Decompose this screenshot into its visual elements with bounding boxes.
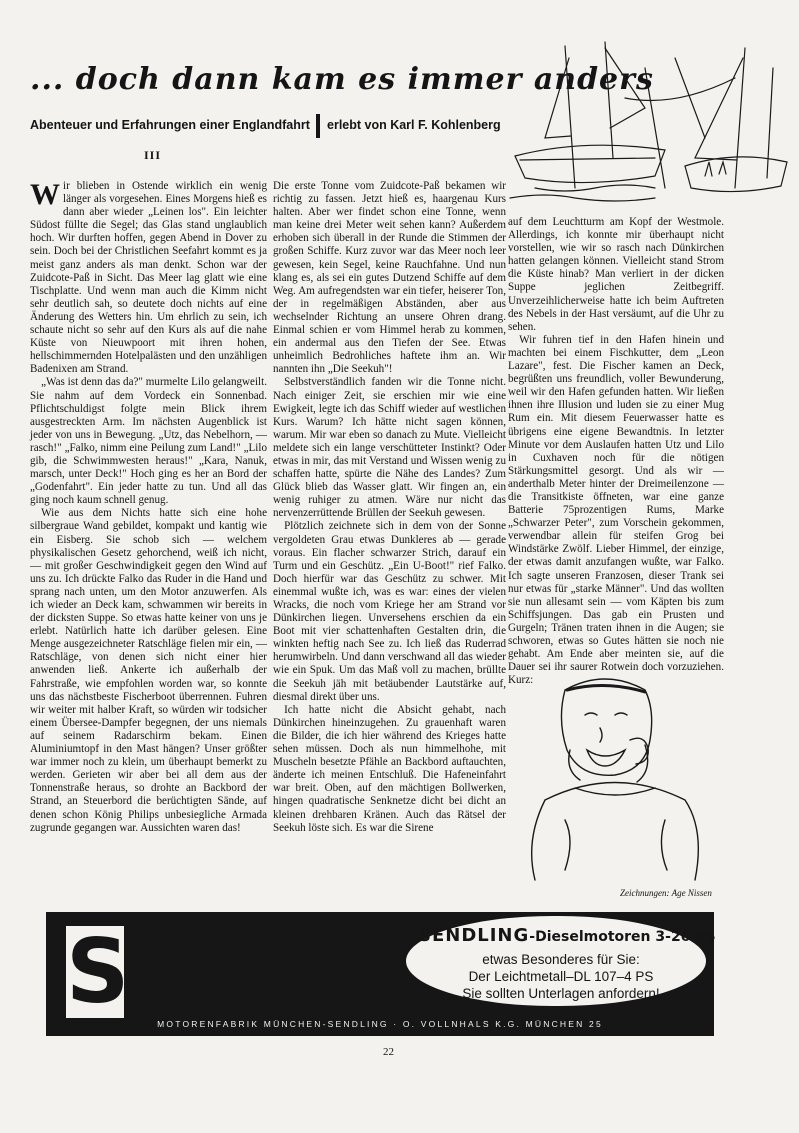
sailboats-drawing (505, 38, 790, 208)
article-column-2 (273, 180, 506, 900)
paragraph: auf dem Leuchtturm am Kopf der Westmole. Allerdings, ich konnte mir überhaupt nicht vorstellen, wie wir so rasch nach Dünkirchen hatten gelangen können. Vielleicht stand Strom die Küste hinab? Man verliert in der dicken Suppe jeglichen Zeitbegriff. Unverzeihlicherweise hatte ich beim Auftreten des Nebels in der Hast versäumt, auf die Uhr zu sehen. (508, 216, 724, 333)
paragraph: Die erste Tonne vom Zuidcote-Paß bekamen wir richtig zu fassen. Jetzt hieß es, haargenau Kurs halten. Aber wer findet schon eine Tonne, wenn man keine drei Meter weit sehen kann? Außerdem erhoben sich überall in der Runde die Stimmen der großen Schiffe. Kurz zuvor war das Meer noch leer gewesen, kein Segel, keine Rauchfahne. Und nun klang es, als sei ein gutes Dutzend Schiffe auf dem Weg. Am aufregendsten war ein tiefer, heiserer Ton, der in regelmäßigen Abständen, aber aus wechselnder Richtung an unsere Ohren drang. Einmal schien er vom Himmel herab zu kommen, ein andermal aus den Tiefen der See. Etwas unheimlich Bedrohliches haftete ihm an. Wir nannten ihn „Die Seekuh"! (273, 180, 506, 376)
paragraph: Selbstverständlich fanden wir die Tonne nicht. Nach einiger Zeit, sie erschien mir wie eine Ewigkeit, legte ich das Schiff wieder auf westlichen Kurs. Warum? Ich hätte nicht sagen können, warum. Mir war eben so danach zu Mute. Vielleicht meldete sich ein lange verschütteter Instinkt? Oder etwas in mir, das mit Verstand und Wissen wenig zu schaffen hatte, spürte die Nähe des Landes? Zum Glück blieb das Wasser glatt. Wir fingen an, ein wenig ruhiger zu atmen. Wäre nur nicht das nervenzerrüttende Brüllen der Seekuh gewesen. (273, 376, 506, 520)
ad-line-3: Sie sollten Unterlagen anfordern! (462, 986, 660, 1001)
subtitle-divider (316, 114, 320, 138)
ad-line-1: etwas Besonderes für Sie: (482, 952, 640, 967)
drop-cap: W (30, 178, 60, 211)
paragraph: Plötzlich zeichnete sich in dem von der Sonne vergoldeten Grau etwas Dunkleres ab — gerade voraus. Ein flacher schwarzer Strich, darauf ein Turm und ein Geschütz. „Ein U-Boot!" rief Falko. Doch hierfür war das Geschütz zu schwer. Mit einemmal wußte ich, was es war: eines der vielen Wracks, die noch vom Kriege her am Strand vor Dünkirchen liegen. Unversehens erschien da ein Boot mit vier schattenhaften Gestalten drin, die winkten heftig nach See zu. Ich ließ das Ruderrad herumwirbeln. Und dann verschwand all das wieder wie ein Spuk. Um das Maß voll zu machen, brüllte die Seekuh jäh mit betäubender Lautstärke auf, diesmal direkt über uns. (273, 520, 506, 703)
ad-footer: MOTORENFABRIK MÜNCHEN-SENDLING · O. VOLLNHALS K.G. MÜNCHEN 25 (157, 1019, 603, 1029)
subtitle-left: Abenteuer und Erfahrungen einer Englandfahrt (30, 118, 310, 132)
paragraph-text: ir blieben in Ostende wirklich ein wenig länger als vorgesehen. Eines Morgens hieß es dann aber wieder „Leinen los". Ein leichter Südost füllte die Segel; das Glas stand unglaublich hoch. Wir durften hoffen, gegen Abend in Dover zu sein. Doch bei der Christlichen Seefahrt kommt es ja meist ganz anders als man denkt. Schon war der Zuidcote-Paß in Sicht. Das Meer lag glatt wie eine Tischplatte. Und wenn man auch die Kimm nicht sehr deutlich sah, so deutete doch nichts auf eine Änderung des Wetters hin. Um ehrlich zu sein, ich schaute nicht so sehr auf den Kurs als auf die nahe Küste von Nieuwpoort mit ihren hohen, hellschimmernden Hotelpalästen und den unzähligen Badenixen am Strand. (30, 180, 267, 376)
article-column-1 (30, 180, 267, 900)
paragraph: Wir fuhren tief in den Hafen hinein und machten bei einem Fischkutter, dem „Leon Lazare", fest. Die Fischer kamen an Deck, begrüßten uns freundlich, voller Bewunderung, weil wir den Hafen gefunden hatten. Wir ließen ihnen ihre Illusion und luden sie zu einer Mug Rum ein. Mit diesem Feuerwasser hatte es übrigens eine eigene Bewandtnis. In letzter Minute vor dem Auslaufen hatten Utz und Lilo in Cuxhaven noch für die nötigen Stärkungsmittel gesorgt. Und als wir — anderthalb Meter hinter der Dreimeilenzone — die Transitkiste öffneten, war eine ganze Batterie 75prozentigen Rums, Marke „Schwarzer Peter", zum Vorschein gekommen, verwendbar allein für steifen Grog bei Windstärke Zwölf. Lieber Himmel, der einzige, der etwas damit anzufangen wußte, war Falko. Ich sagte unseren Franzosen, dieser Trank sei nur etwas für „starke Männer". Und das wollten sie nun allesamt sein — vom Käpten bis zum Schiffsjungen. Das gab ein Prusten und Gurgeln; Tränen traten ihnen in die Augen; sie schworen, etwas so Gutes hätten sie noch nie gehabt. Am Ende aber meinten sie, auf die Dauer sei ihr saurer Rotwein doch vorzuziehen. Kurz: (508, 333, 724, 687)
author-byline: erlebt von Karl F. Kohlenberg (327, 118, 501, 132)
page-number: 22 (383, 1046, 394, 1058)
part-number: III (144, 148, 162, 162)
sendling-advertisement (46, 912, 714, 1036)
article-subtitle (30, 114, 505, 138)
ad-headline (418, 925, 716, 946)
logo-letter: S (66, 920, 130, 1023)
paragraph (30, 180, 267, 376)
article-column-3 (508, 216, 724, 687)
illustration-credit: Zeichnungen: Age Nissen (620, 888, 712, 898)
paragraph: „Was ist denn das da?" murmelte Lilo gelangweilt. Sie nahm auf dem Vordeck ein Sonnenbad. Pflichtschuldigst folgte mein Blick ihrem ausgestreckten Arm. Im nächsten Augenblick ist jeder von uns in Bewegung. „Utz, das Nebelhorn, — rasch!" „Falko, nimm eine Peilung zum Land!" „Lilo gib, die Schwimmwesten heraus!" „Kara, Nanuk, marsch, unter Deck!" Hoch ging es her an Bord der „Godenfahrt". Ein jeder hatte zu tun. Und all das ging noch kaum schnell genug. (30, 376, 267, 507)
sendling-logo (66, 920, 130, 1023)
ad-line-2: Der Leichtmetall–DL 107–4 PS (468, 969, 654, 984)
paragraph: Ich hatte nicht die Absicht gehabt, nach Dünkirchen hineinzugehen. Zu grauenhaft waren die Bilder, die ich hier während des Krieges hatte sehen müssen. Doch als nun himmelhohe, mit Muscheln besetzte Pfähle an Backbord auftauchten, änderte ich meinen Entschluß. Die Hafeneinfahrt war breit. Oben, auf den mächtigen Bollwerken, hingen quadratische Senknetze dicht bei dicht an kleinen drehbaren Kränen. Auch das Rätsel der Seekuh löste sich. Es war die Sirene (273, 703, 506, 834)
ad-brand: SENDLING (418, 925, 530, 946)
paragraph: Wie aus dem Nichts hatte sich eine hohe silbergraue Wand gebildet, kompakt und kantig wie ein Eisberg. Sie schob sich — welchem physikalischen Gesetz gehorchend, weiß ich nicht, — mit großer Geschwindigkeit gegen den Wind auf uns zu. Ich drückte Falko das Ruder in die Hand und sprang nach unten, um den Motor anzuwerfen. Als ich wieder an Deck kam, schwammen wir bereits in der dicksten Suppe. So etwas hatte keiner von uns je erlebt. Natürlich hatte ich darüber gelesen. Eine Menge ausgezeichneter Ratschläge fielen mir ein, — Ratschläge, von denen sich nicht einer hier anwenden ließ. Ankerte ich außerhalb der Fahrstraße, wie empfohlen worden war, so konnte uns das nächstbeste Fischerboot überrennen. Fuhren wir weiter mit halber Kraft, so würden wir todsicher einem Übersee-Dampfer begegnen, der uns niemals auf seinem Radarschirm bekam. Einen Aluminiumtopf in den Mast hängen? Unser größter war immer noch zu klein, um überhaupt bemerkt zu werden. Gerieten wir aber bei all dem aus der Tonnenstraße heraus, so drohte an Backbord der Strand, an Steuerbord die berüchtigten Sände, auf denen schon König Philips unbesiegliche Armada zugrunde gegangen war. Aussichten waren das! (30, 507, 267, 834)
laughing-sailor-drawing (505, 670, 725, 885)
ad-headline-text: -Dieselmotoren 3-26 PS (529, 929, 716, 945)
article-title: ... doch dann kam es immer anders (30, 62, 654, 97)
